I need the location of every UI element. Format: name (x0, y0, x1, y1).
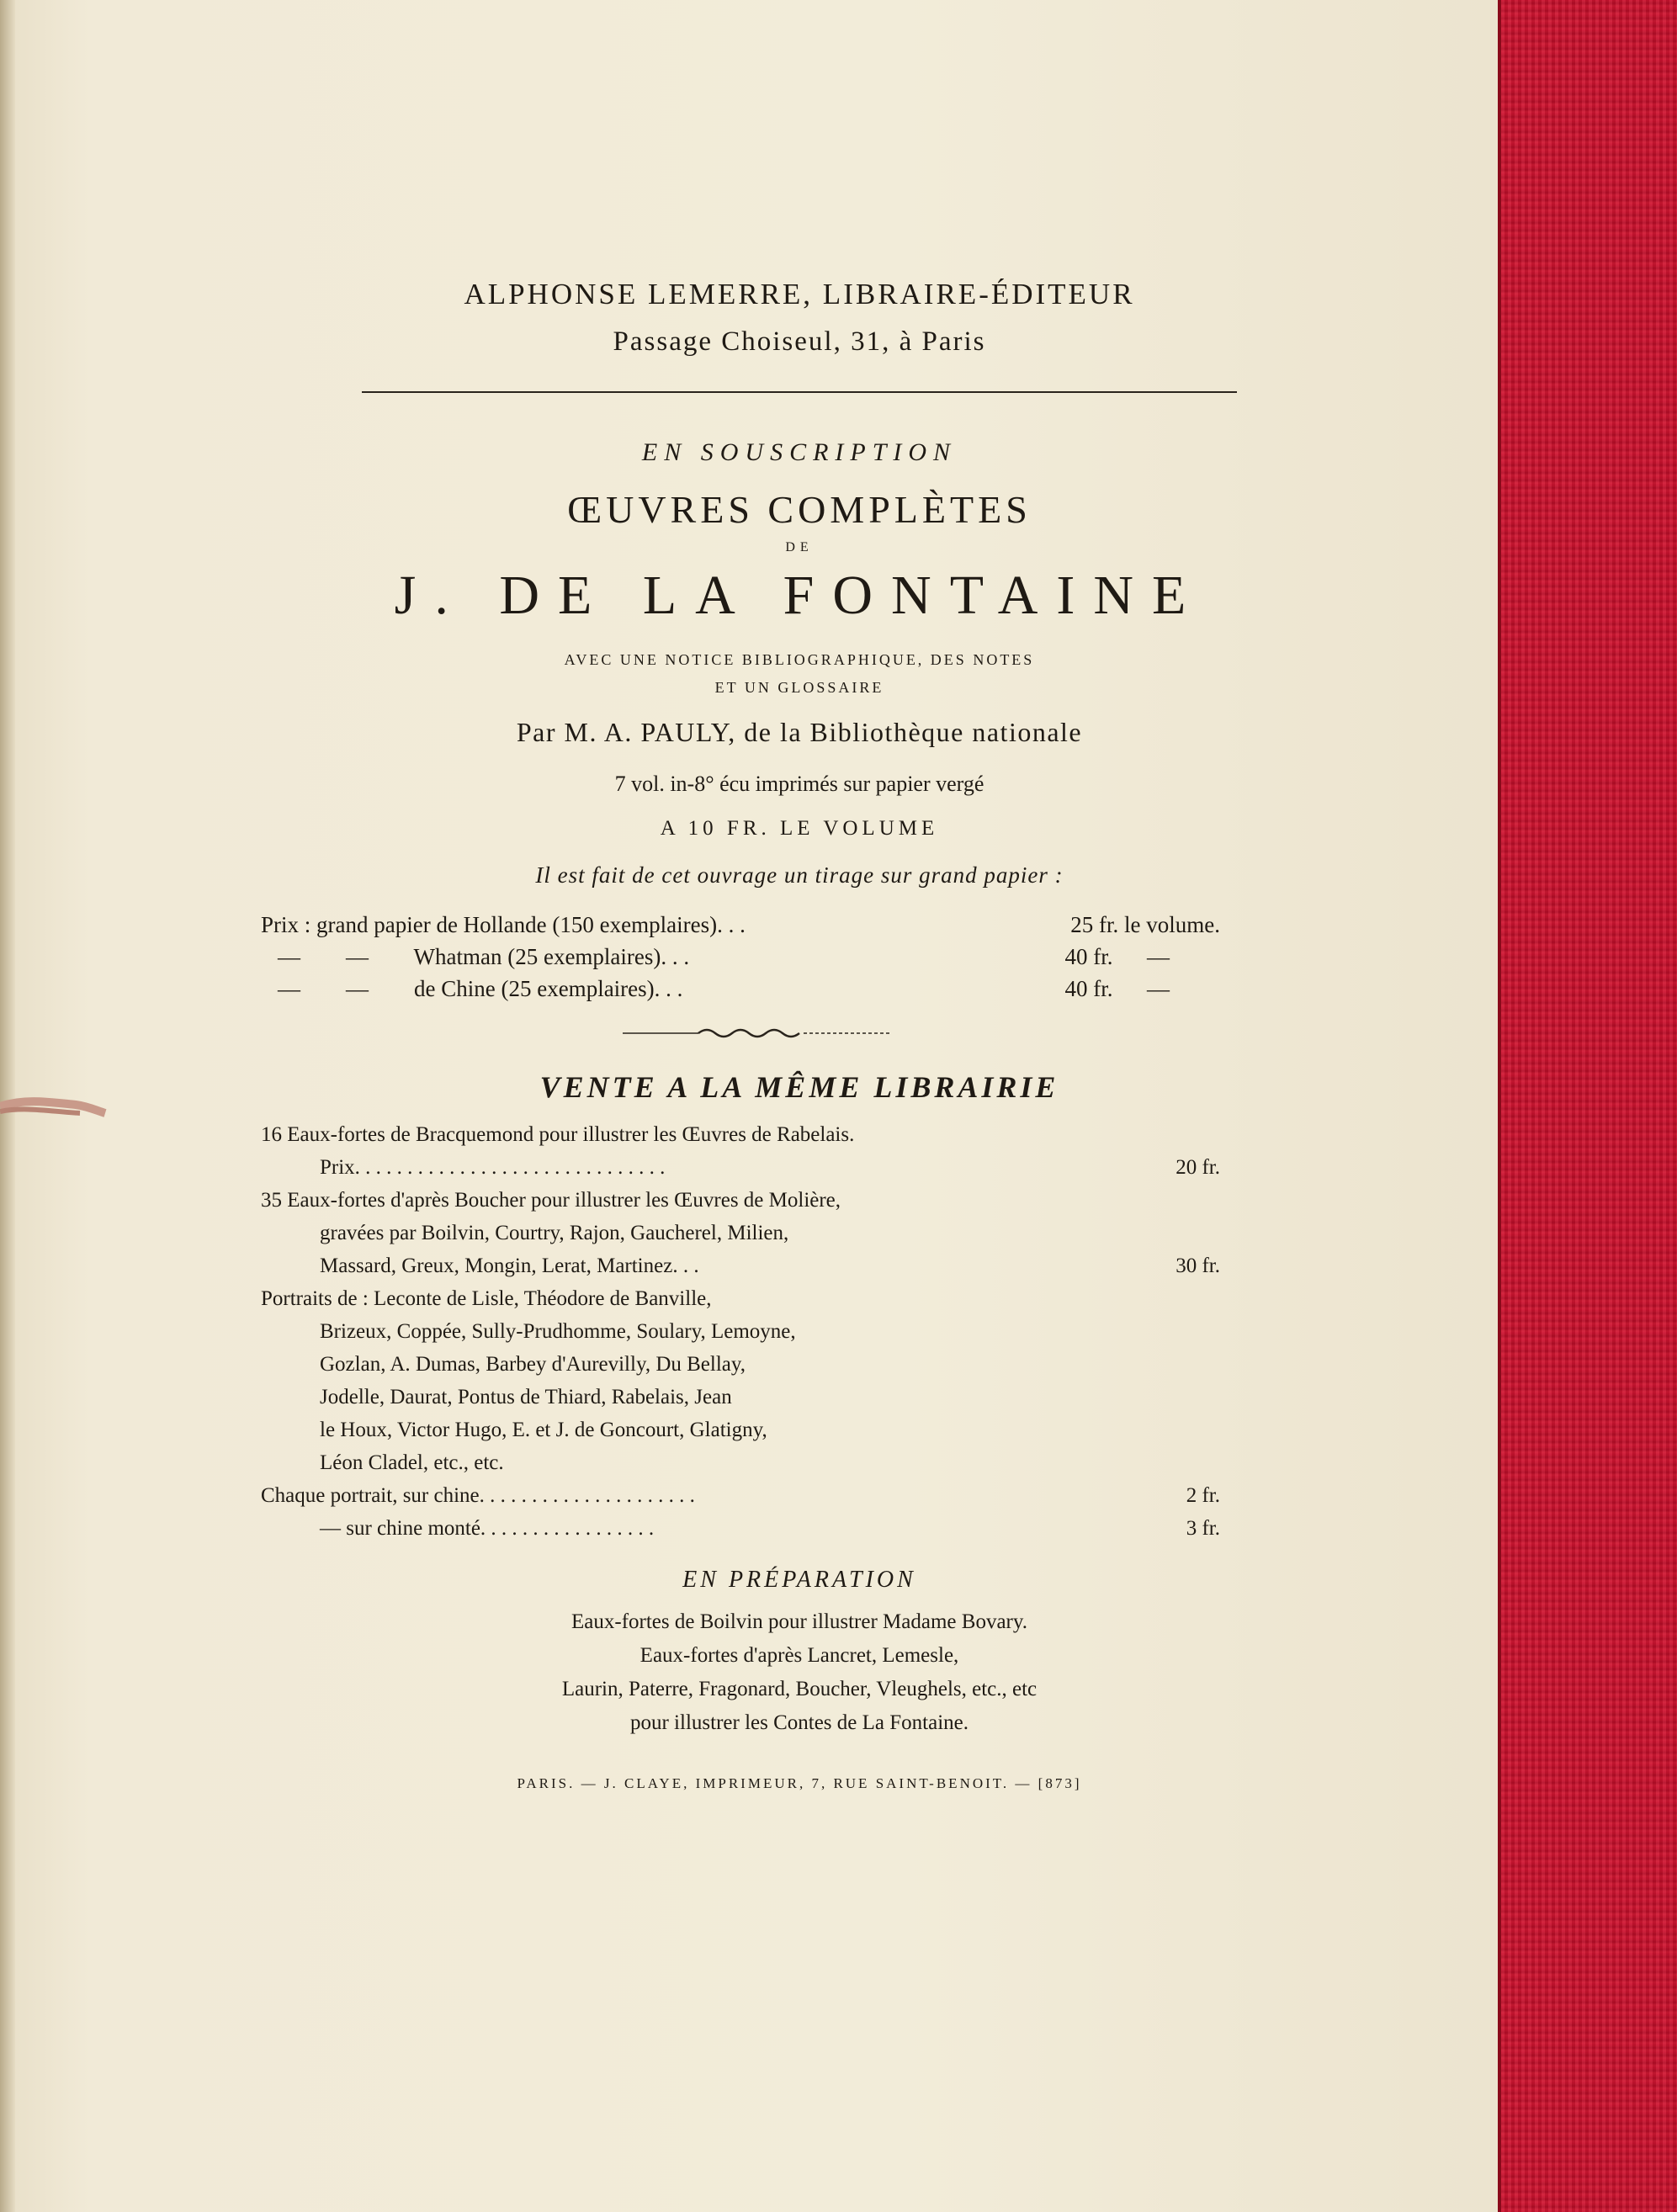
price-row (261, 941, 1220, 973)
price-table (261, 909, 1262, 1005)
item-text: Léon Cladel, etc., etc. (320, 1451, 504, 1474)
item-leader: Massard, Greux, Mongin, Lerat, Martinez. . . (320, 1255, 699, 1277)
notice-line-1: AVEC UNE NOTICE BIBLIOGRAPHIQUE, DES NOTES (564, 651, 1035, 668)
author-name: J. DE LA FONTAINE (394, 565, 1205, 626)
item-text: 16 Eaux-fortes de Bracquemond pour illustrer les Œuvres de Rabelais. (261, 1123, 855, 1146)
item-text: Brizeux, Coppée, Sully-Prudhomme, Soulary, Lemoyne, (320, 1320, 796, 1343)
price-label: — — Whatman (25 exemplaires). . . (278, 944, 690, 969)
spine-texture (1501, 0, 1677, 2212)
list-item (261, 1479, 1220, 1545)
list-item (261, 1118, 1220, 1184)
item-price: 20 fr. (1175, 1156, 1220, 1179)
volume-price: A 10 FR. LE VOLUME (660, 817, 939, 840)
item-price: 2 fr. (1186, 1484, 1220, 1507)
price-label: — — de Chine (25 exemplaires). . . (278, 976, 683, 1001)
price-amount: 40 fr. — (1064, 976, 1170, 1001)
red-cloth-spine (1498, 0, 1677, 2212)
list-item (261, 1282, 1220, 1479)
item-text: 35 Eaux-fortes d'après Boucher pour illustrer les Œuvres de Molière, (261, 1189, 841, 1212)
preparation-line: Eaux-fortes d'après Lancret, Lemesle, (639, 1644, 959, 1667)
price-amount: 25 fr. le volume. (1070, 912, 1220, 937)
binding-thread (0, 1081, 109, 1132)
item-text (261, 1479, 1220, 1512)
vente-heading: VENTE A LA MÊME LIBRAIRIE (539, 1070, 1059, 1104)
editor-line: Par M. A. PAULY, de la Bibliothèque nationale (516, 717, 1083, 747)
publisher-address: Passage Choiseul, 31, à Paris (613, 326, 986, 357)
preparation-line: pour illustrer les Contes de La Fontaine. (629, 1711, 969, 1734)
de-label: DE (785, 540, 814, 554)
work-title: ŒUVRES COMPLÈTES (567, 488, 1032, 531)
cover-text (261, 278, 1262, 1792)
item-text: le Houx, Victor Hugo, E. et J. de Goncourt, Glatigny, (320, 1419, 767, 1441)
preparation-list (337, 1605, 1262, 1740)
item-text: gravées par Boilvin, Courtry, Rajon, Gaucherel, Milien, (320, 1222, 789, 1244)
item-text (261, 1249, 1220, 1282)
item-text: Portraits de : Leconte de Lisle, Théodore de Banville, (261, 1287, 712, 1310)
item-leader: Prix. . . . . . . . . . . . . . . . . . . . . . . . . . . . . . (320, 1156, 666, 1179)
price-row (261, 909, 1220, 941)
preparation-heading: EN PRÉPARATION (682, 1567, 916, 1593)
item-leader: — sur chine monté. . . . . . . . . . . . . . . . . (320, 1517, 655, 1540)
item-text: Gozlan, A. Dumas, Barbey d'Aurevilly, Du Bellay, (320, 1353, 746, 1376)
preparation-line: Laurin, Paterre, Fragonard, Boucher, Vleughels, etc., etc (561, 1678, 1038, 1700)
price-row (261, 973, 1220, 1005)
volumes-line: 7 vol. in-8° écu imprimés sur papier vergé (614, 772, 984, 796)
item-price: 3 fr. (1186, 1517, 1220, 1540)
ornament-divider (337, 1025, 1262, 1042)
item-leader: Chaque portrait, sur chine. . . . . . . . . . . . . . . . . . . . . (261, 1484, 695, 1507)
catalogue-list (261, 1118, 1220, 1545)
price-label: Prix : grand papier de Hollande (150 exemplaires). . . (261, 912, 746, 937)
divider-rule (362, 391, 1237, 393)
item-text: Jodelle, Daurat, Pontus de Thiard, Rabelais, Jean (320, 1386, 732, 1408)
price-amount: 40 fr. — (1064, 944, 1170, 969)
notice-line-2: ET UN GLOSSAIRE (714, 679, 884, 696)
item-text (261, 1512, 1220, 1545)
publisher-name: ALPHONSE LEMERRE, LIBRAIRE-ÉDITEUR (464, 278, 1135, 310)
item-price: 30 fr. (1175, 1255, 1220, 1277)
thread-strand (0, 1109, 80, 1113)
item-text (261, 1151, 1220, 1184)
list-item (261, 1184, 1220, 1282)
large-paper-note: Il est fait de cet ouvrage un tirage sur grand papier : (535, 862, 1064, 888)
subscription-heading: EN SOUSCRIPTION (641, 438, 958, 466)
preparation-line: Eaux-fortes de Boilvin pour illustrer Madame Bovary. (571, 1610, 1027, 1633)
printer-imprint: PARIS. — J. CLAYE, IMPRIMEUR, 7, RUE SAINT-BENOIT. — [873] (517, 1775, 1082, 1791)
